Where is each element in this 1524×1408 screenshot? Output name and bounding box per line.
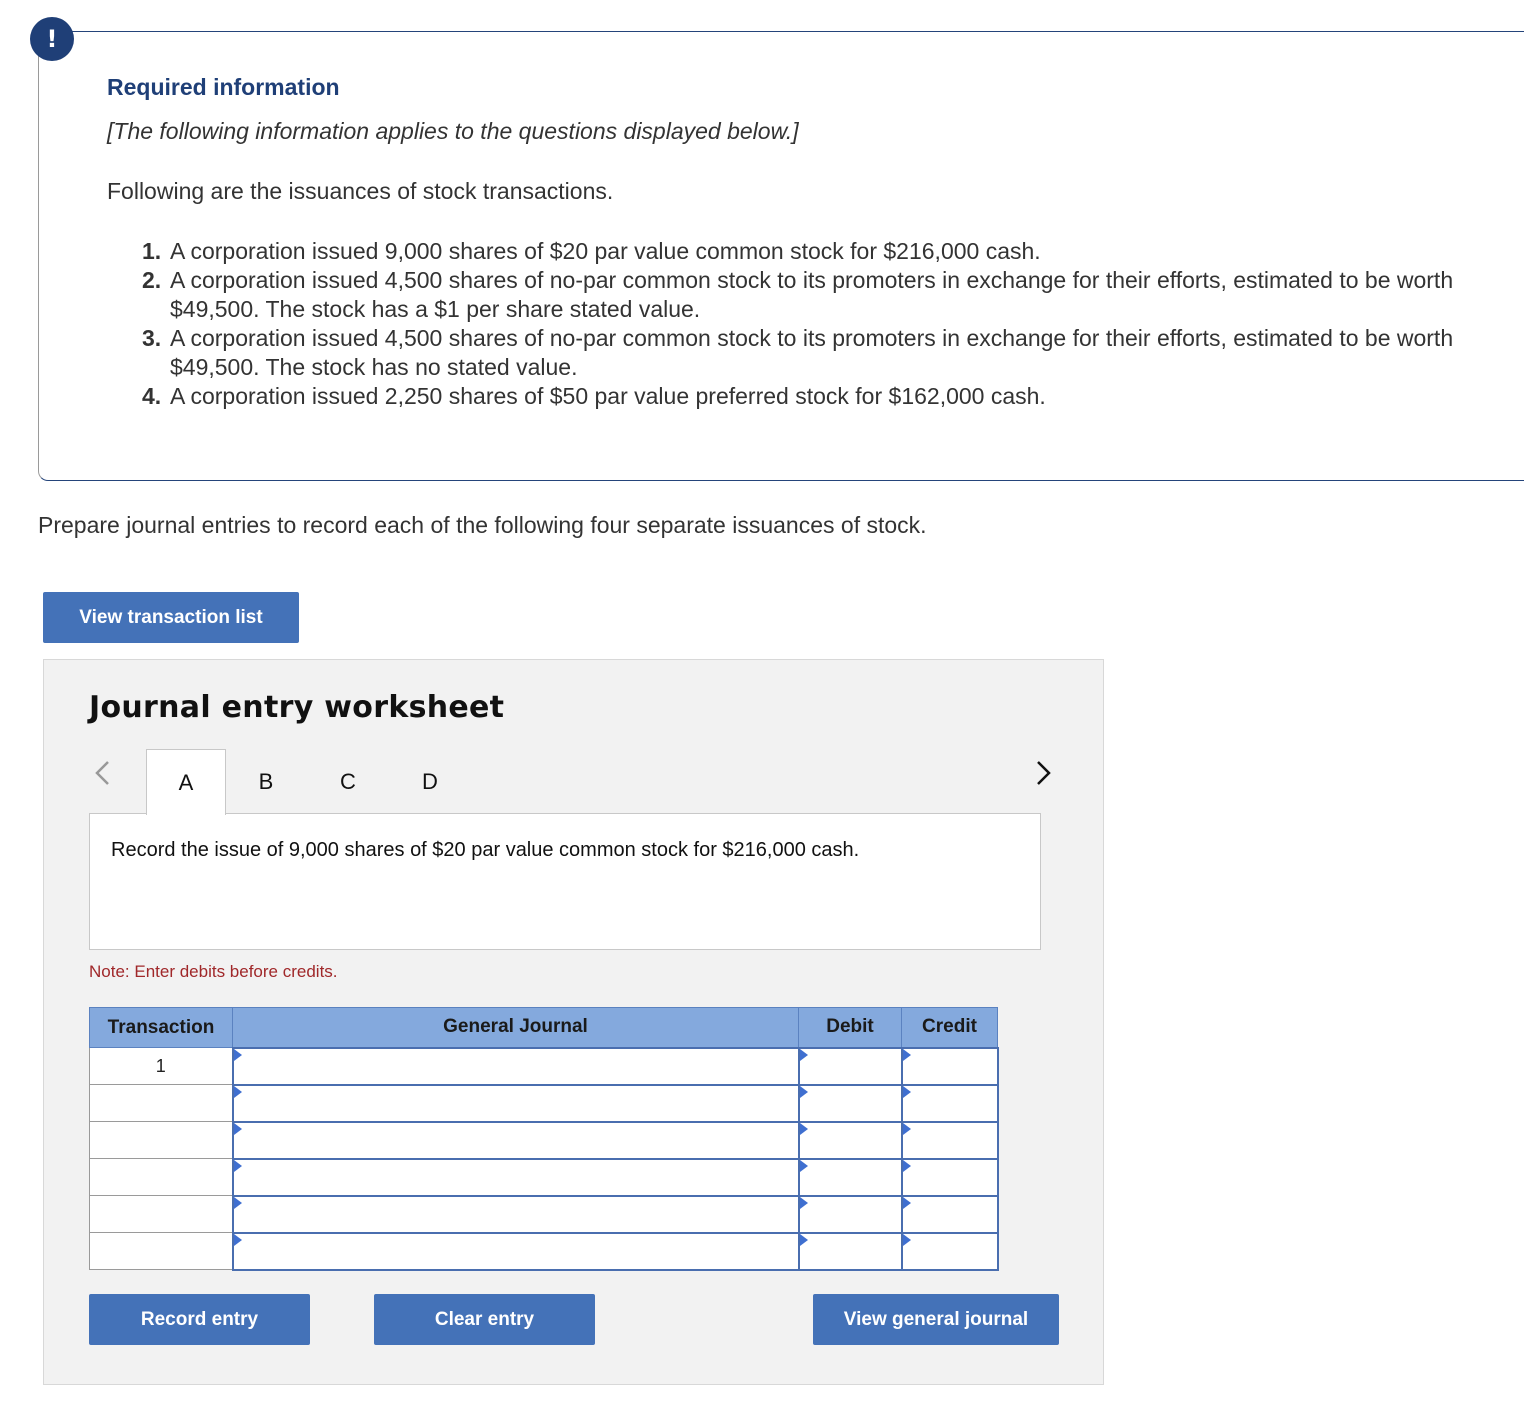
question-prompt: Prepare journal entries to record each of the following four separate issuances of stock. [38,512,927,538]
tab-d[interactable]: D [422,768,438,794]
journal-table [89,1007,999,1271]
list-item-text: A corporation issued 9,000 shares of $20 par value common stock for $216,000 cash. [170,238,1041,264]
table-row [90,1048,998,1085]
record-entry-button[interactable]: Record entry [89,1294,310,1345]
credit-input[interactable] [902,1048,998,1085]
list-item [142,382,1472,411]
list-item-number: 3. [142,325,162,351]
list-item-text: A corporation issued 4,500 shares of no-par common stock to its promoters in exchange for their efforts, estimated to be worth $49,500. The stock has a $1 per share stated value. [170,267,1454,322]
tab-a[interactable]: A [146,749,226,815]
list-item-number: 1. [142,238,162,264]
tab-c[interactable]: C [340,768,356,794]
list-item-text: A corporation issued 2,250 shares of $50 par value preferred stock for $162,000 cash. [170,383,1046,409]
list-item [142,266,1472,324]
credit-input[interactable] [902,1159,998,1196]
account-input[interactable] [233,1233,799,1270]
table-header-row [90,1008,998,1048]
credit-input[interactable] [902,1196,998,1233]
required-info-subtitle: [The following information applies to the questions displayed below.] [107,118,799,144]
table-row [90,1085,998,1122]
account-input[interactable] [233,1159,799,1196]
transaction-cell: 1 [90,1048,233,1085]
view-general-journal-button[interactable]: View general journal [813,1294,1059,1345]
required-info-intro: Following are the issuances of stock transactions. [107,178,614,204]
list-item [142,237,1472,266]
transaction-cell [90,1233,233,1270]
account-input[interactable] [233,1085,799,1122]
transaction-cell [90,1122,233,1159]
required-info-title: Required information [107,74,340,100]
debit-input[interactable] [799,1233,902,1270]
worksheet-title: Journal entry worksheet [89,690,505,725]
entry-note: Note: Enter debits before credits. [89,962,338,981]
list-item [142,324,1472,382]
debit-input[interactable] [799,1159,902,1196]
clear-entry-button[interactable]: Clear entry [374,1294,595,1345]
header-general-journal: General Journal [233,1008,799,1048]
table-row [90,1233,998,1270]
list-item-number: 2. [142,267,162,293]
tab-b[interactable]: B [258,768,274,794]
entry-description: Record the issue of 9,000 shares of $20 par value common stock for $216,000 cash. [111,839,860,861]
transaction-cell [90,1196,233,1233]
account-input[interactable] [233,1048,799,1085]
header-debit: Debit [799,1008,902,1048]
entry-description-box [89,813,1041,950]
transaction-cell [90,1085,233,1122]
chevron-left-icon[interactable] [90,756,114,790]
debit-input[interactable] [799,1196,902,1233]
transaction-cell [90,1159,233,1196]
chevron-right-icon[interactable] [1032,756,1056,790]
account-input[interactable] [233,1196,799,1233]
debit-input[interactable] [799,1048,902,1085]
account-input[interactable] [233,1122,799,1159]
credit-input[interactable] [902,1233,998,1270]
header-credit: Credit [902,1008,998,1048]
transaction-list [142,237,1472,411]
debit-input[interactable] [799,1122,902,1159]
debit-input[interactable] [799,1085,902,1122]
header-transaction: Transaction [90,1008,233,1048]
list-item-number: 4. [142,383,162,409]
credit-input[interactable] [902,1085,998,1122]
table-row [90,1196,998,1233]
list-item-text: A corporation issued 4,500 shares of no-par common stock to its promoters in exchange for their efforts, estimated to be worth $49,500. The stock has no stated value. [170,325,1454,380]
view-transaction-list-button[interactable]: View transaction list [43,592,299,643]
table-row [90,1122,998,1159]
table-row [90,1159,998,1196]
credit-input[interactable] [902,1122,998,1159]
alert-icon: ! [30,17,74,61]
